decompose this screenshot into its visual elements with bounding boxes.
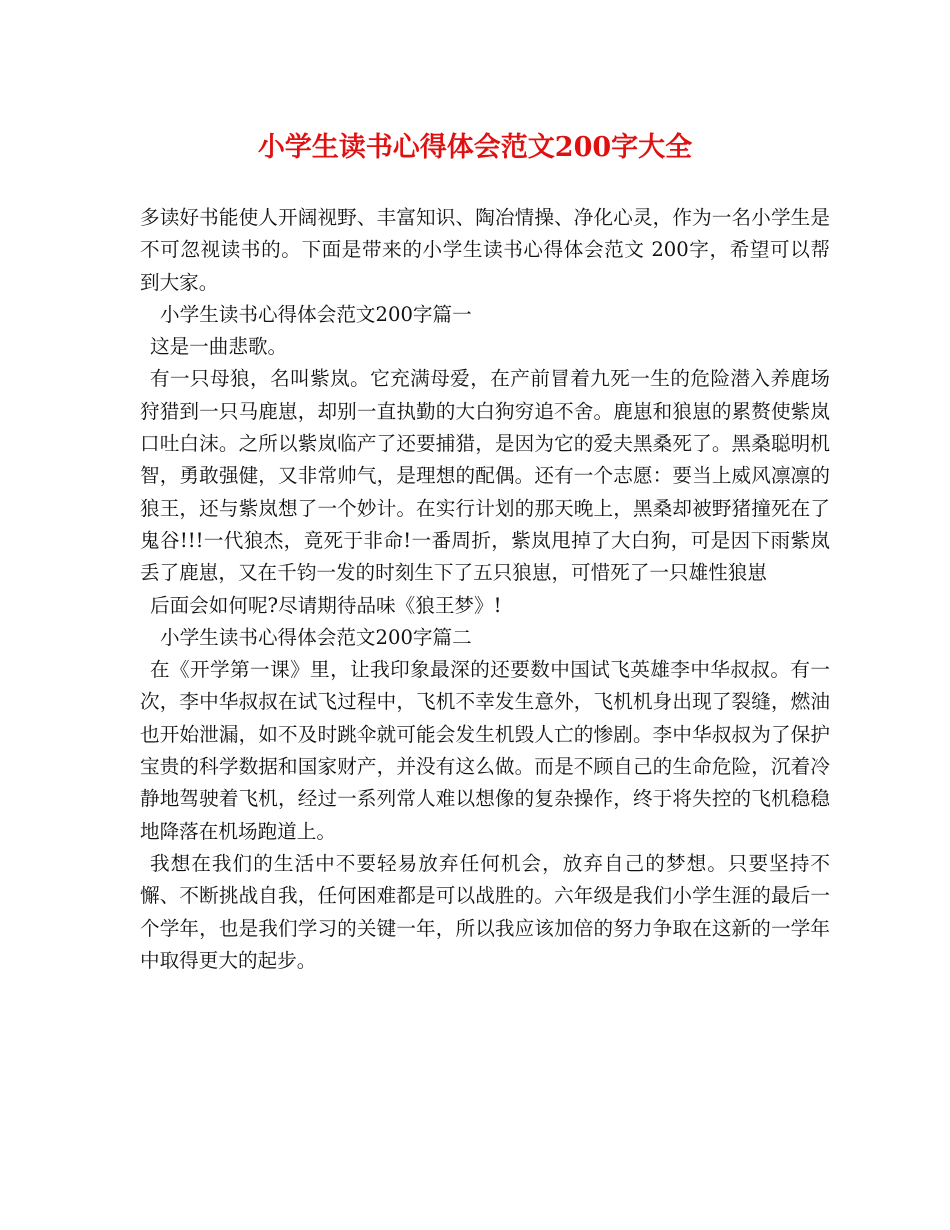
section-heading-1: 小学生读书心得体会范文200字篇一: [160, 302, 472, 326]
body-paragraph: 有一只母狼，名叫紫岚。它充满母爱，在产前冒着九死一生的危险潜入养鹿场狩猎到一只马鹿崽，却别一直执勤的大白狗穷追不舍。鹿崽和狼崽的累赘使紫岚口吐白沫。之所以紫岚临产了还要捕猎，是因为它的爱夫黑桑死了。黑桑聪明机智，勇敢强健，又非常帅气，是理想的配偶。还有一个志愿：要当上威风凛凛的狼王，还与紫岚想了一个妙计。在实行计划的那天晚上，黑桑却被野猪撞死在了鬼谷!!!一代狼杰，竟死于非命!一番周折，紫岚甩掉了大白狗，可是因下雨紫岚丢了鹿崽，又在千钧一发的时刻生下了五只狼崽，可惜死了一只雄性狼崽: [140, 367, 830, 585]
page-title: 小学生读书心得体会范文200字大全: [257, 132, 693, 163]
body-paragraph: 我想在我们的生活中不要轻易放弃任何机会，放弃自己的梦想。只要坚持不懈、不断挑战自我，任何困难都是可以战胜的。六年级是我们小学生涯的最后一个学年，也是我们学习的关键一年，所以我应该加倍的努力争取在这新的一学年中取得更大的起步。: [140, 851, 830, 972]
intro-paragraph: 多读好书能使人开阔视野、丰富知识、陶冶情操、净化心灵，作为一名小学生是不可忽视读书的。下面是带来的小学生读书心得体会范文 200字，希望可以帮到大家。: [140, 206, 830, 294]
body-paragraph: 后面会如何呢?尽请期待品味《狼王梦》!: [150, 593, 502, 617]
body-paragraph: 这是一曲悲歌。: [150, 335, 288, 359]
section-heading-2: 小学生读书心得体会范文200字篇二: [160, 625, 472, 649]
body-paragraph: 在《开学第一课》里，让我印象最深的还要数中国试飞英雄李中华叔叔。有一次，李中华叔叔在试飞过程中，飞机不幸发生意外，飞机机身出现了裂缝，燃油也开始泄漏，如不及时跳伞就可能会发生机毁人亡的惨剧。李中华叔叔为了保护宝贵的科学数据和国家财产，并没有这么做。而是不顾自己的生命危险，沉着冷静地驾驶着飞机，经过一系列常人难以想像的复杂操作，终于将失控的飞机稳稳地降落在机场跑道上。: [140, 658, 830, 843]
document-body: [140, 202, 830, 977]
